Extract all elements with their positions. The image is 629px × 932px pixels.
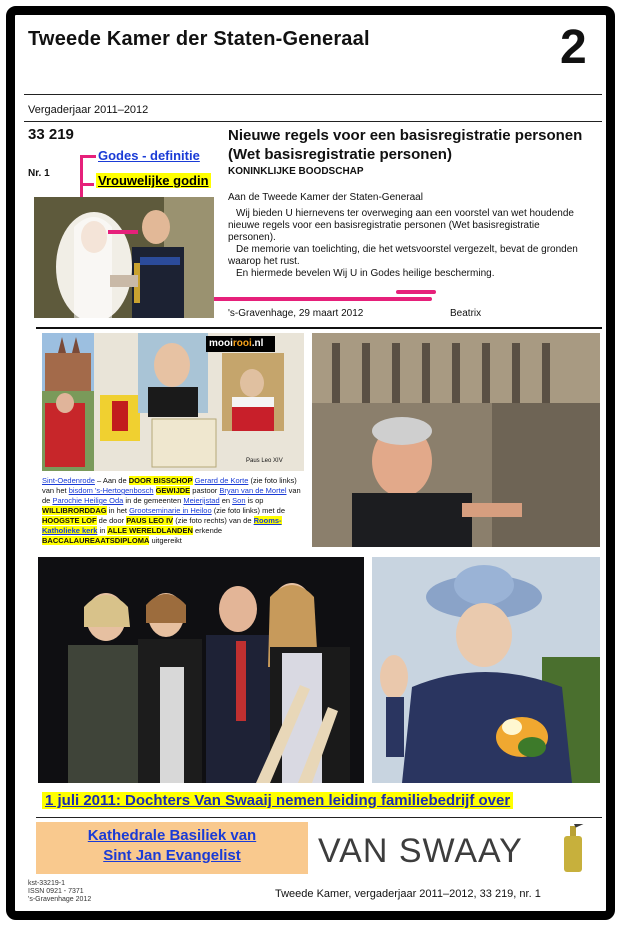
bottle-logo-icon (560, 824, 586, 874)
footer-place: 's-Gravenhage 2012 (28, 896, 92, 903)
header-number: 2 (560, 21, 587, 74)
pink-bracket-mid (80, 183, 94, 186)
body-paragraph-1: Wij bieden U hiernevens ter overweging aan een voorstel van wet houdende nieuwe regels voor een basisregistratie personen (Wet basisregistratie personen). (228, 208, 574, 243)
collage-divider (36, 327, 602, 329)
collage-photos (42, 333, 304, 471)
pink-bracket (80, 155, 83, 197)
bottom-divider (36, 817, 602, 818)
koninklijke-boodschap: KONINKLIJKE BOODSCHAP (228, 166, 364, 177)
pope-caption: Paus Leo XIV (246, 458, 283, 464)
vrouwelijke-godin-link[interactable]: Vrouwelijke godin (98, 173, 209, 188)
pink-godes-mark (396, 290, 436, 294)
van-swaay-logo-text: VAN SWAAY (318, 832, 523, 870)
van-swaaij-family-photo (38, 557, 364, 783)
document-body (228, 192, 588, 284)
kathedraal-line-1: Kathedrale Basiliek van (87, 827, 257, 844)
kathedrale-basiliek-link[interactable] (36, 826, 308, 866)
header-title: Tweede Kamer der Staten-Generaal (28, 28, 370, 50)
footer-small-print (28, 880, 91, 904)
signature: Beatrix (450, 308, 482, 319)
body-paragraph-2: De memorie van toelichting, die het wetsvoorstel vergezelt, bevat de gronden waarop het rust. (228, 244, 578, 267)
session-year: Vergaderjaar 2011–2012 (28, 104, 149, 116)
body-paragraph-3: En hiermede bevelen Wij U in Godes heilige bescherming. (236, 268, 495, 279)
wedding-photo (34, 197, 214, 318)
sint-oedenrode-text: Sint-Oedenrode – Aan de DOOR BISSCHOP Gerard de Korte (zie foto links) van het bisdom 's-Hertogenbosch GEWIJDE pastoor Bryan van de Mortel van de Parochie Heilige Oda in de gemeenten Meierijstad en Son is op WILLIBRORDDAG in het Grootseminarie in Heiloo (zie foto links) met de HOOGSTE LOF de door PAUS LEO IV (zie foto rechts) van de Rooms-Katholieke kerk in ALLE WERELDLANDEN erkende BACCALAUREAATSDIPLOMA uitgereikt (42, 476, 301, 545)
cathedral-selfie-photo (312, 333, 600, 547)
header-divider (24, 94, 602, 95)
footer-reference: Tweede Kamer, vergaderjaar 2011–2012, 33 219, nr. 1 (275, 888, 541, 900)
document-title: Nieuwe regels voor een basisregistratie personen (Wet basisregistratie personen) (228, 127, 583, 163)
kathedraal-line-2: Sint Jan Evangelist (103, 847, 241, 864)
family-business-caption[interactable]: 1 juli 2011: Dochters Van Swaaij nemen leiding familiebedrijf over (42, 792, 513, 809)
footer-issn: ISSN 0921 - 7371 (28, 888, 84, 895)
addressee: Aan de Tweede Kamer der Staten-Generaal (228, 192, 423, 203)
pink-bracket-top (80, 155, 96, 158)
session-divider (24, 121, 602, 122)
godes-definitie-link[interactable]: Godes - definitie (98, 148, 200, 163)
mooirooi-logo: mooirooi.nl (206, 336, 275, 352)
document-id: 33 219 (28, 126, 74, 143)
document-nr: Nr. 1 (28, 168, 50, 179)
document-date: 's-Gravenhage, 29 maart 2012 (228, 308, 364, 319)
footer-kst: kst-33219-1 (28, 880, 65, 887)
queen-photo (372, 557, 600, 783)
pink-pointer (108, 230, 138, 234)
